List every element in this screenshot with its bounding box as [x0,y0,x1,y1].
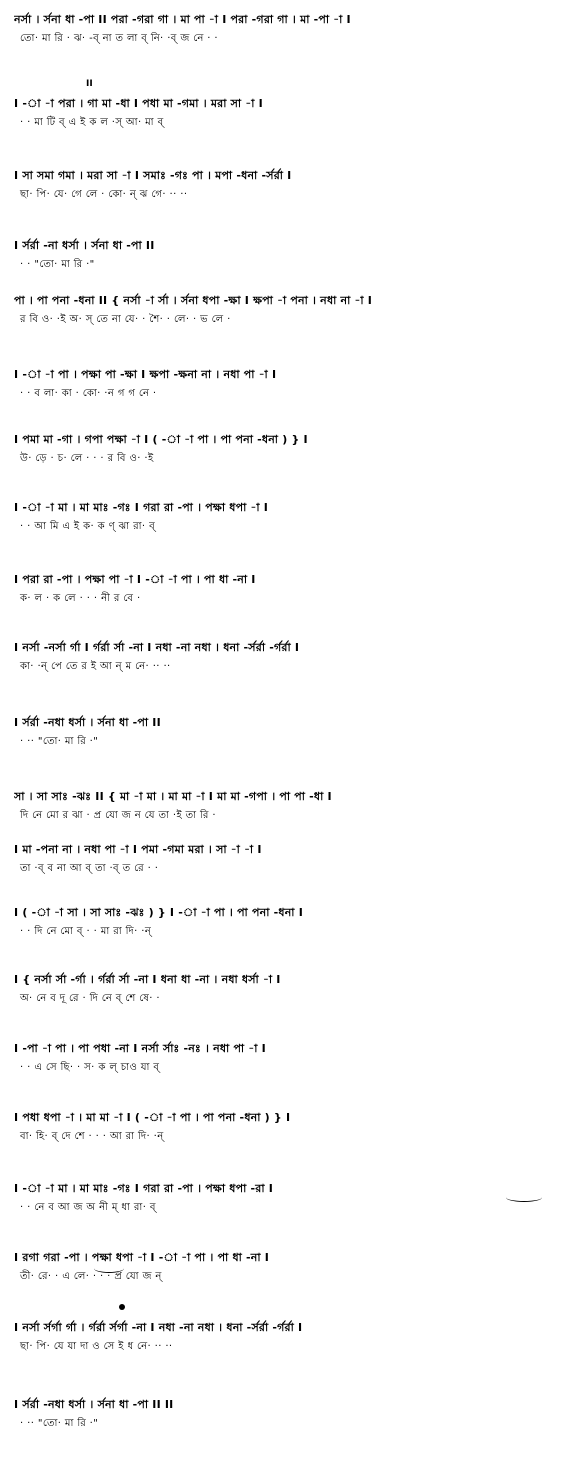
lyric-line: কা· ·ন্ পে তে র ই আ ন্ ম নে· ·· ·· [20,661,171,672]
notation-row [14,1110,570,1144]
notation-row [14,432,570,466]
lyric-line: উ· ড়ে · চ· লে · · · র বি ও· ·ই [20,453,154,464]
swara-line: I -পা -া পা । পা পধা -না I নর্সা র্সাঃ -নঃ । নধা পা -া I [14,1042,266,1055]
lyric-line: তী· রে· · এ লে· · · · প্র যো জ ন্ [20,1271,162,1282]
lyric-line: দি নে মো র ঝা · প্র যো জ ন যে তা ·ই তা রি · [20,810,216,821]
lyric-line: অ· নে ব দূ রে · দি নে ব্ শে ষে· · [20,993,160,1004]
swara-line: I র্সর্রা -নধা ধর্সা । র্সনা ধা -পা II II [14,1398,174,1411]
swara-line: I নর্সা -নর্সা র্গা I র্গর্রা র্সা -না I নধা -না নধা । ধনা -র্সর্রা -র্গর্রা I [14,641,300,654]
lyric-line: · · নে ব আ জ অ নী ম্ ধা রা· ব্ [20,1202,156,1213]
notation-row [14,168,570,202]
lyric-line: · · দি নে মো ব্ · · মা রা দি· ·ন্ [20,926,152,937]
lyric-line: · · এ সে ছি· · স· ক ল্ চাও যা ব্ [20,1062,160,1073]
notation-row [14,238,570,272]
lyric-line: ক· ল · ক লে · · · নী র বে · [20,593,141,604]
lyric-line: · · মা টি ব্ এ ই ক ল ·স্ আ· মা ব্ [20,117,164,128]
notation-row [14,96,570,130]
swara-line: I -া -া মা । মা মাঃ -গঃ I গরা রা -পা । পক্ষা ধপা -রা I [14,1182,274,1195]
dot-mark [119,1304,125,1310]
double-bar-mark: II [86,79,93,89]
notation-row [14,500,570,534]
swara-line: I র্সর্রা -না ধর্সা । র্সনা ধা -পা II [14,239,155,252]
swara-line: I { নর্সা র্সা -র্গা । র্গর্রা র্সা -না I ধনা ধা -না । নধা ধর্সা -া I [14,973,281,986]
notation-row [14,1041,570,1075]
notation-row [14,293,570,327]
notation-row [14,1397,570,1431]
notation-row [14,789,570,823]
lyric-line: বা· হি· ব্ দে শে · · · আ রা দি· ·ন্ [20,1131,164,1142]
swara-line: I নর্সা র্সর্গা র্গা । র্গর্রা র্সর্গা -না I নধা -না নধা । ধনা -র্সর্রা -র্গর্রা I [14,1321,303,1334]
notation-row [14,12,570,46]
swara-line: সা । সা সাঃ -ঝঃ II { মা -া মা । মা মা -া I মা মা -গপা । পা পা -ধা I [14,790,332,803]
swara-line: I রগা গরা -পা । পক্ষা ধপা -া I -া -া পা । পা ধা -না I [14,1251,270,1264]
swara-line: I সা সমা গমা । মরা সা -া I সমাঃ -গঃ পা । মপা -ধনা -র্সর্রা I [14,169,292,182]
notation-row [14,640,570,674]
notation-row [14,367,570,401]
swara-line: I মা -পনা না । নধা পা -া I পমা -গমা মরা । সা -া -া I [14,843,262,856]
lyric-line: · · আ মি এ ই ক· ক ণ্ ঝা রা· ব্ [20,521,156,532]
notation-row [14,1320,570,1354]
lyric-line: ছা· পি· যে যা দা ও সে ই ধ নে· ·· ·· [20,1341,173,1352]
lyric-line: তা ·ব্ ব না আ ব্ তা ·ব্ ত রে · · [20,863,159,874]
notation-row [14,715,570,749]
lyric-line: · · ব লা· কা · কো· ·ন গ গ নে · [20,388,157,399]
lyric-line: তো· মা রি · ঝ· -ব্ না ত লা ব্ নি· ·ব্ জ নে · · [20,33,219,44]
swara-line: I -া -া পা । পক্ষা পা -ক্ষা I ক্ষপা -ক্ষনা না । নধা পা -া I [14,368,277,381]
notation-row [14,842,570,876]
swara-line: নর্সা । র্সনা ধা -পা II পরা -গরা গা । মা পা -া I পরা -গরা গা । মা -পা -া I [14,13,351,26]
lyric-line: · ·· "তো· মা রি ·" [20,736,99,747]
swara-line: I পধা ধপা -া । মা মা -া I ( -া -া পা । পা পনা -ধনা ) } I [14,1111,291,1124]
notation-row [14,972,570,1006]
swara-line: I -া -া পরা । গা মা -ধা I পধা মা -গমা । মরা সা -া I [14,97,263,110]
lyric-line: · ·· "তো· মা রি ·" [20,1418,99,1429]
lyric-line: ছা· পি· যে· গে লে · কো· ন্ ঝ গে· ·· ·· [20,189,188,200]
swara-line: I পরা রা -পা । পক্ষা পা -া I -া -া পা । পা ধা -না I [14,573,256,586]
lyric-line: র বি ও· ·ই অ· স্ তে না যে· · শৈ· · লে· · ভ লে · [20,314,231,325]
swara-line: I ( -া -া সা । সা সাঃ -ঝঃ ) } I -া -া পা । পা পনা -ধনা I [14,906,304,919]
swara-line: I র্সর্রা -নধা ধর্সা । র্সনা ধা -পা II [14,716,161,729]
notation-row [14,905,570,939]
swara-line: I পমা মা -গা । গপা পক্ষা -া I ( -া -া পা । পা পনা -ধনা ) } I [14,433,308,446]
notation-row [14,1250,570,1284]
notation-row [14,572,570,606]
swara-line: I -া -া মা । মা মাঃ -গঃ I গরা রা -পা । পক্ষা ধপা -া I [14,501,269,514]
swara-line: পা । পা পনা -ধনা II { নর্সা -া র্সা । র্সনা ধপা -ক্ষা I ক্ষপা -া পনা । নধা না -া I [14,294,373,307]
notation-row [14,1181,570,1215]
lyric-line: · · "তো· মা রি ·" [20,259,95,270]
